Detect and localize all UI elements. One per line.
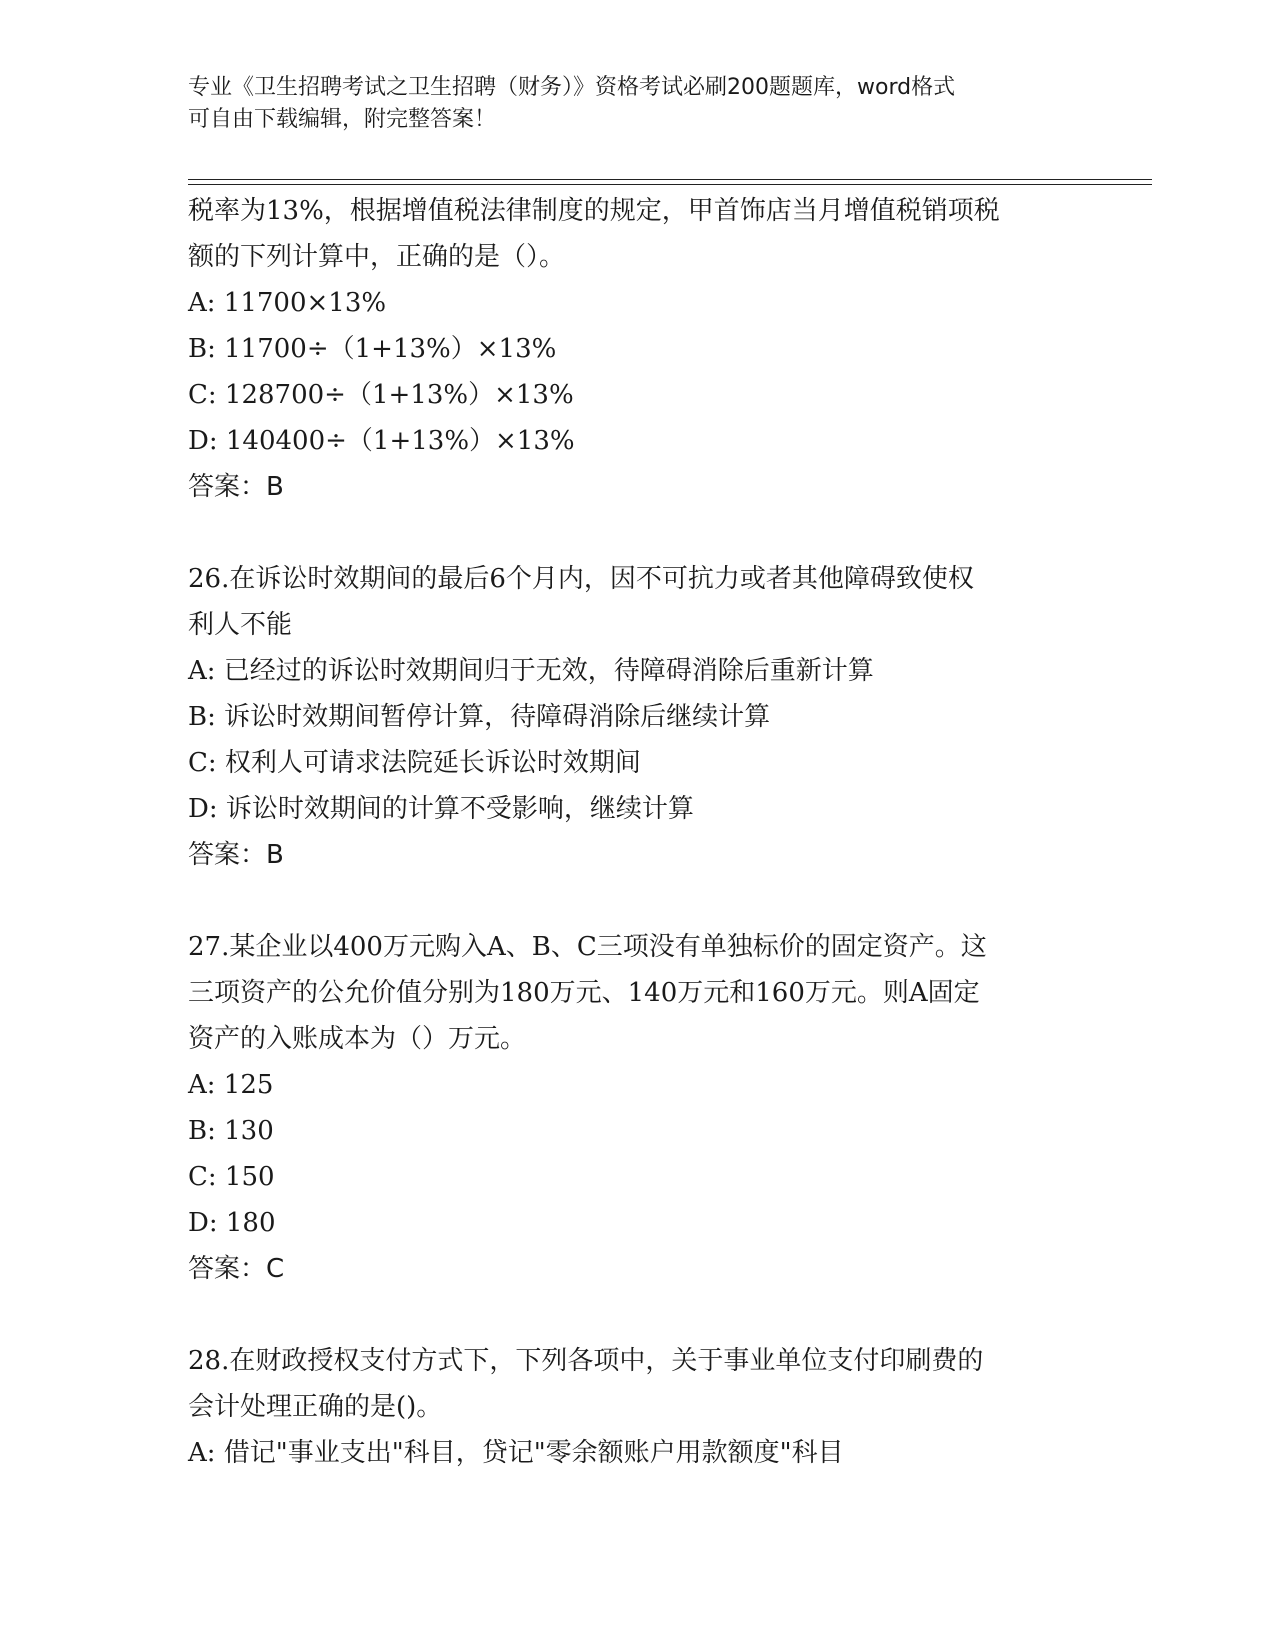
question-stem-line: 26.在诉讼时效期间的最后6个月内，因不可抗力或者其他障碍致使权 xyxy=(188,564,974,594)
question-26 xyxy=(188,556,1108,878)
question-list xyxy=(188,188,1108,1476)
question-28 xyxy=(188,1338,1108,1476)
answer: 答案：C xyxy=(188,1254,285,1284)
option-a: A: 借记"事业支出"科目，贷记"零余额账户用款额度"科目 xyxy=(188,1438,844,1468)
header-line-2: 可自由下载编辑，附完整答案！ xyxy=(188,107,497,132)
spacer xyxy=(188,510,1108,556)
option-a: A: 11700×13% xyxy=(188,288,387,318)
option-c: C: 权利人可请求法院延长诉讼时效期间 xyxy=(188,748,641,778)
header-rule-bottom xyxy=(188,184,1152,185)
option-d: D: 诉讼时效期间的计算不受影响，继续计算 xyxy=(188,794,694,824)
question-stem-line: 28.在财政授权支付方式下，下列各项中，关于事业单位支付印刷费的 xyxy=(188,1346,984,1376)
option-a: A: 125 xyxy=(188,1070,274,1100)
option-a: A: 已经过的诉讼时效期间归于无效，待障碍消除后重新计算 xyxy=(188,656,874,686)
question-27 xyxy=(188,924,1108,1292)
question-stem-line: 利人不能 xyxy=(188,610,293,640)
header-rule-top xyxy=(188,179,1152,180)
question-25 xyxy=(188,188,1108,510)
answer: 答案：B xyxy=(188,472,284,502)
option-b: B: 11700÷（1+13%）×13% xyxy=(188,334,557,364)
question-stem-line: 额的下列计算中，正确的是（）。 xyxy=(188,242,566,272)
spacer xyxy=(188,1292,1108,1338)
option-c: C: 128700÷（1+13%）×13% xyxy=(188,380,574,410)
option-d: D: 140400÷（1+13%）×13% xyxy=(188,426,575,456)
header-line-1: 专业《卫生招聘考试之卫生招聘（财务）》资格考试必刷200题题库，word格式 xyxy=(188,75,956,100)
spacer xyxy=(188,878,1108,924)
option-b: B: 诉讼时效期间暂停计算，待障碍消除后继续计算 xyxy=(188,702,771,732)
document-header xyxy=(188,72,1088,136)
option-c: C: 150 xyxy=(188,1162,275,1192)
question-stem-line: 税率为13%，根据增值税法律制度的规定，甲首饰店当月增值税销项税 xyxy=(188,196,1000,226)
answer: 答案：B xyxy=(188,840,284,870)
option-b: B: 130 xyxy=(188,1116,274,1146)
question-stem-line: 会计处理正确的是()。 xyxy=(188,1392,443,1422)
option-d: D: 180 xyxy=(188,1208,276,1238)
question-stem-line: 三项资产的公允价值分别为180万元、140万元和160万元。则A固定 xyxy=(188,978,980,1008)
question-stem-line: 27.某企业以400万元购入A、B、C三项没有单独标价的固定资产。这 xyxy=(188,932,987,962)
question-stem-line: 资产的入账成本为（）万元。 xyxy=(188,1024,527,1054)
